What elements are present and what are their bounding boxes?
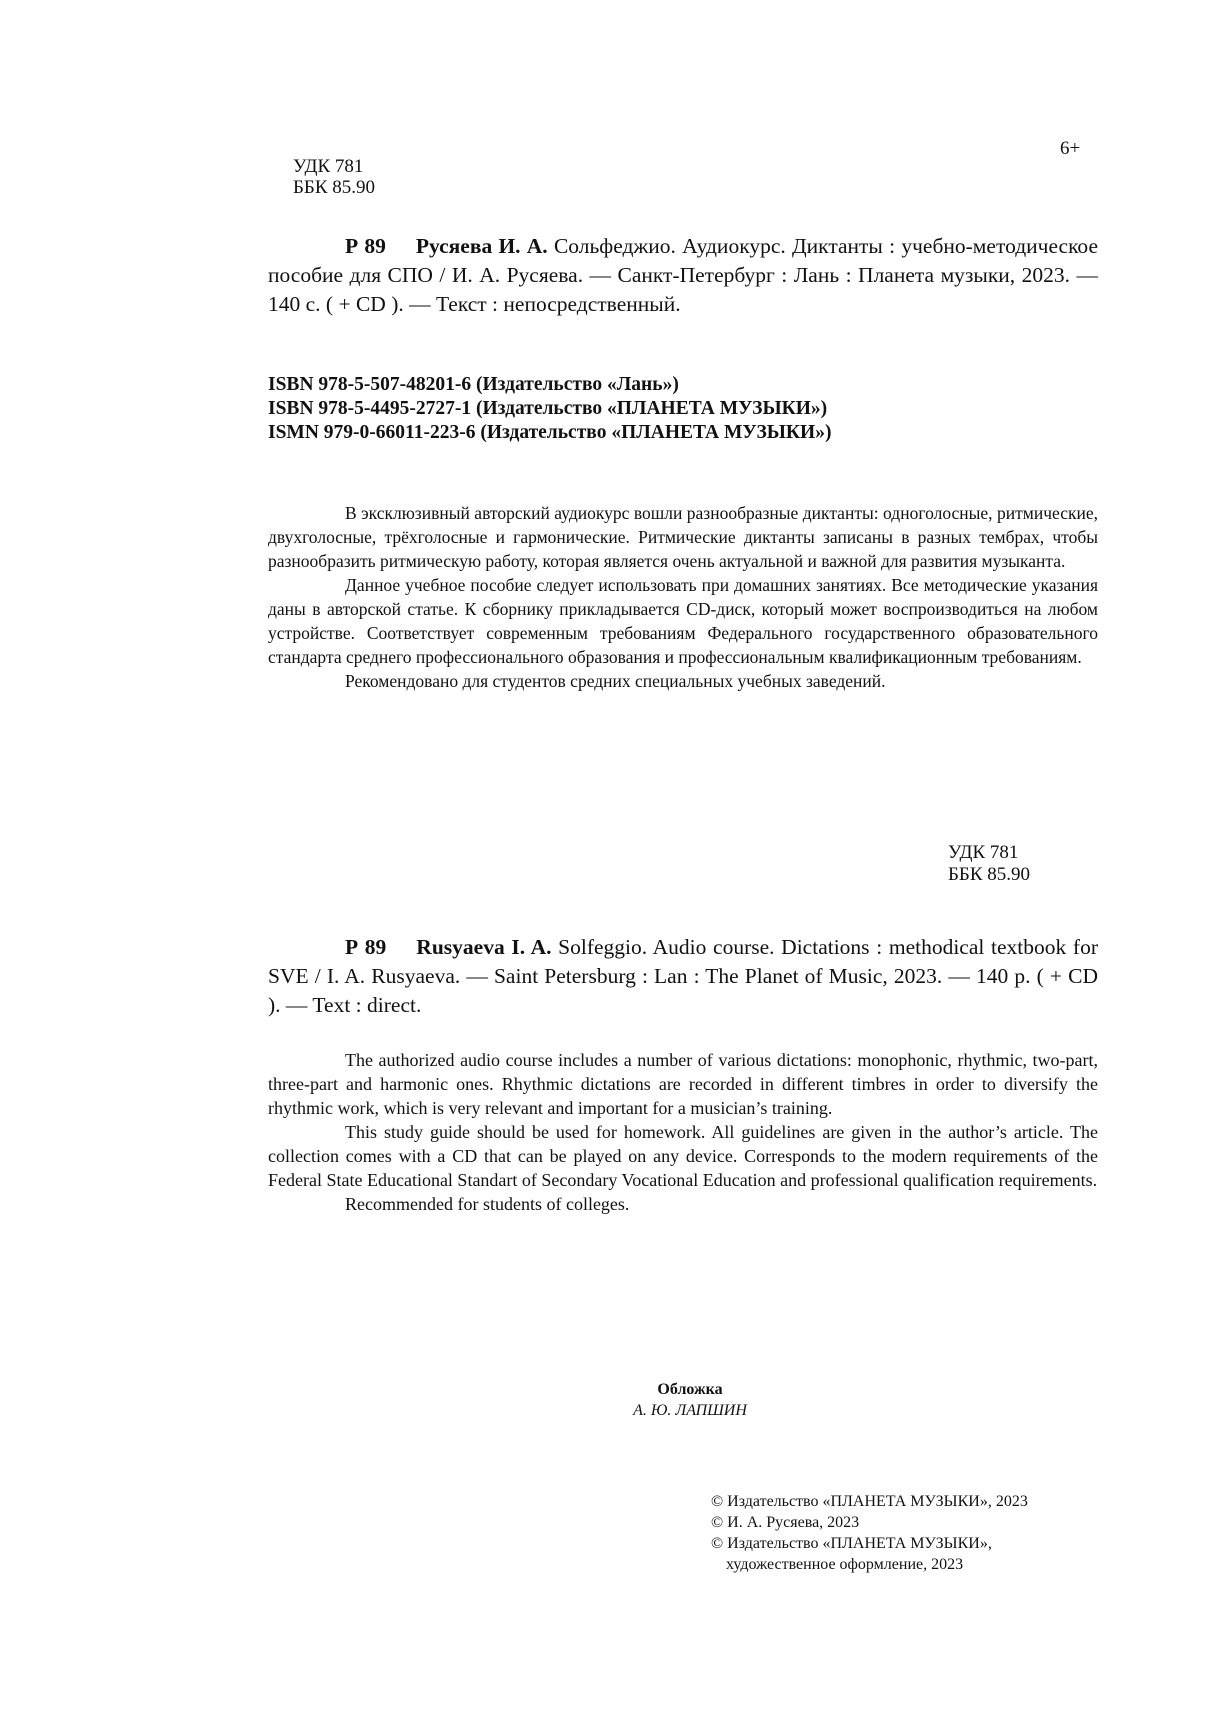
author-name: Русяева И. А.	[415, 234, 548, 258]
classification-codes-en	[948, 842, 1030, 886]
bbk-code: ББК 85.90	[948, 864, 1030, 885]
bibliographic-record-en	[268, 933, 1098, 1020]
annotation-en	[268, 1048, 1098, 1216]
bibliographic-description: Сольфеджио. Аудиокурс. Диктанты : учебно-методическое пособие для СПО / И. А. Русяева. — Санкт-Петербург : Лань : Планета музыки, 2023. — 140 с. ( + CD ). — Текст : непосредственный.	[268, 234, 1098, 316]
author-mark: Р 89	[345, 234, 386, 258]
cover-credit	[550, 1379, 830, 1421]
cover-label: Обложка	[657, 1381, 723, 1398]
isbn-block	[268, 373, 831, 445]
bibliographic-description: Solfeggio. Audio course. Dictations : methodical textbook for SVE / I. A. Rusyaeva. — Saint Petersburg : Lan : The Planet of Music, 2023. — 140 p. ( + CD ). — Text : direct.	[268, 935, 1098, 1017]
classification-codes-ru	[293, 156, 375, 198]
age-rating: 6+	[1060, 138, 1081, 159]
udk-code: УДК 781	[948, 842, 1019, 863]
copyright-line: © Издательство «ПЛАНЕТА МУЗЫКИ», 2023	[711, 1493, 1028, 1510]
annotation-paragraph: Рекомендовано для студентов средних специальных учебных заведений.	[345, 671, 886, 691]
annotation-paragraph: В эксклюзивный авторский аудиокурс вошли разнообразные диктанты: одноголосные, ритмические, двухголосные, трёхголосные и гармонические. Ритмические диктанты записаны в разных тембрах, чтобы разнообразить ритмическую работу, которая является очень актуальной и важной для развития музыканта.	[268, 503, 1098, 571]
ismn-line: ISMN 979-0-66011-223-6 (Издательство «ПЛАНЕТА МУЗЫКИ»)	[268, 422, 832, 443]
bibliographic-record-ru	[268, 232, 1098, 319]
copyright-line: художественное оформление, 2023	[726, 1556, 964, 1573]
annotation-ru	[268, 501, 1098, 693]
copyright-line: © И. А. Русяева, 2023	[711, 1514, 860, 1531]
annotation-paragraph: Recommended for students of colleges.	[345, 1194, 630, 1214]
isbn-line: ISBN 978-5-507-48201-6 (Издательство «Лань»)	[268, 374, 679, 395]
annotation-paragraph: Данное учебное пособие следует использовать при домашних занятиях. Все методические указания даны в авторской статье. К сборнику прикладывается CD-диск, который может воспроизводиться на любом устройстве. Соответствует современным требованиям Федерального государственного образовательного стандарта среднего профессионального образования и профессиональным квалификационным требованиям.	[268, 575, 1098, 667]
isbn-line: ISBN 978-5-4495-2727-1 (Издательство «ПЛАНЕТА МУЗЫКИ»)	[268, 398, 828, 419]
annotation-paragraph: The authorized audio course includes a number of various dictations: monophonic, rhythmic, two-part, three-part and harmonic ones. Rhythmic dictations are recorded in different timbres in order to diversify the rhythmic work, which is very relevant and important for a musician’s training.	[268, 1050, 1098, 1118]
copyright-line: © Издательство «ПЛАНЕТА МУЗЫКИ»,	[711, 1535, 992, 1552]
copyright-block	[711, 1491, 1028, 1575]
author-mark: Р 89	[345, 935, 387, 959]
author-name: Rusyaeva I. A.	[416, 935, 552, 959]
bbk-code: ББК 85.90	[293, 177, 375, 198]
cover-designer: А. Ю. ЛАПШИН	[633, 1402, 747, 1419]
annotation-paragraph: This study guide should be used for homework. All guidelines are given in the author’s article. The collection comes with a CD that can be played on any device. Corresponds to the modern requirements of the Federal State Educational Standart of Secondary Vocational Education and professional qualification requirements.	[268, 1122, 1098, 1190]
udk-code: УДК 781	[293, 156, 364, 177]
